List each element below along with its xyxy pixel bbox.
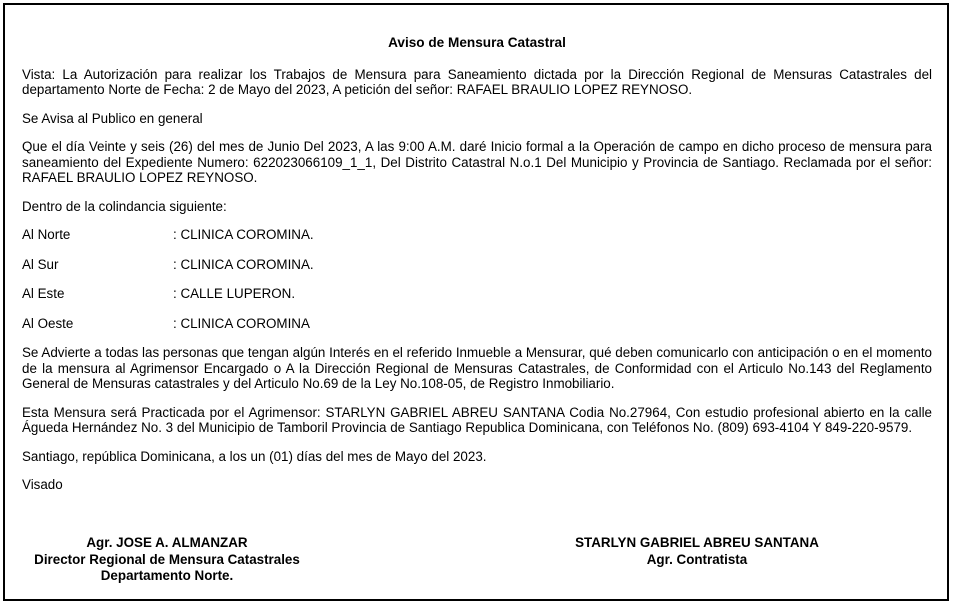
notice-body <box>22 35 932 505</box>
public-notice-paragraph: Se Avisa al Publico en general <box>22 110 203 126</box>
boundary-south <box>22 257 932 273</box>
boundary-direction: Al Oeste <box>22 315 74 331</box>
director-department: Departamento Norte. <box>100 568 234 583</box>
boundary-direction: Al Norte <box>22 227 71 242</box>
signature-block <box>22 535 932 591</box>
operation-paragraph: Que el día Veinte y seis (26) del mes de Junio Del 2023, A las 9:00 A.M. daré Inicio formal a la Operación de campo en dicho proceso de mensura para saneamiento del Expediente Numero: 622023066109_1_1, Del Distrito Catastral N.o.1 Del Municipio y Provincia de Santiago. Reclamada por el señor: RAFAEL BRAULIO LOPEZ REYNOSO. <box>22 139 932 185</box>
notice-title: Aviso de Mensura Catastral <box>388 35 566 50</box>
boundary-east <box>22 286 932 302</box>
director-name: Agr. JOSE A. ALMANZAR <box>86 535 248 550</box>
boundary-direction: Al Este <box>22 286 65 301</box>
surveyor-paragraph: Esta Mensura será Practicada por el Agrimensor: STARLYN GABRIEL ABREU SANTANA Codia No.27964, Con estudio profesional abierto en la calle Águeda Hernández No. 3 del Municipio de Tamboril Provincia de Santiago Republica Dominicana, con Teléfonos No. (809) 693-4104 Y 849-220-9579. <box>22 404 932 435</box>
warning-paragraph: Se Advierte a todas las personas que tengan algún Interés en el referido Inmueble a Mensurar, qué deben comunicarlo con anticipación o en el momento de la mensura al Agrimensor Encargado o A la Dirección Regional de Mensuras Catastrales, de Conformidad con el Articulo No.143 del Reglamento General de Mensuras catastrales y del Articulo No.69 de la Ley No.108-05, de Registro Inmobiliario. <box>22 345 932 391</box>
boundary-value: : CLINICA COROMINA <box>173 315 310 331</box>
signature-director <box>22 535 312 585</box>
boundary-north <box>22 227 932 243</box>
vista-paragraph: Vista: La Autorización para realizar los Trabajos de Mensura para Saneamiento dictada por la Dirección Regional de Mensuras Catastrales del departamento Norte de Fecha: 2 de Mayo del 2023, A petición del señor: RAFAEL BRAULIO LOPEZ REYNOSO. <box>22 66 932 97</box>
boundary-value: : CALLE LUPERON. <box>173 286 296 301</box>
boundary-value: : CLINICA COROMINA. <box>173 227 314 242</box>
contractor-name: STARLYN GABRIEL ABREU SANTANA <box>575 535 819 550</box>
boundary-value: : CLINICA COROMINA. <box>173 256 314 272</box>
signature-contractor <box>562 535 832 568</box>
boundary-west <box>22 316 932 332</box>
boundaries-intro: Dentro de la colindancia siguiente: <box>22 198 227 214</box>
place-date-paragraph: Santiago, república Dominicana, a los un (01) días del mes de Mayo del 2023. <box>22 448 487 464</box>
director-title: Director Regional de Mensura Catastrales <box>34 551 300 567</box>
visado-label: Visado <box>22 477 63 492</box>
notice-frame <box>3 3 949 601</box>
contractor-title: Agr. Contratista <box>646 551 748 567</box>
boundary-direction: Al Sur <box>22 256 59 272</box>
